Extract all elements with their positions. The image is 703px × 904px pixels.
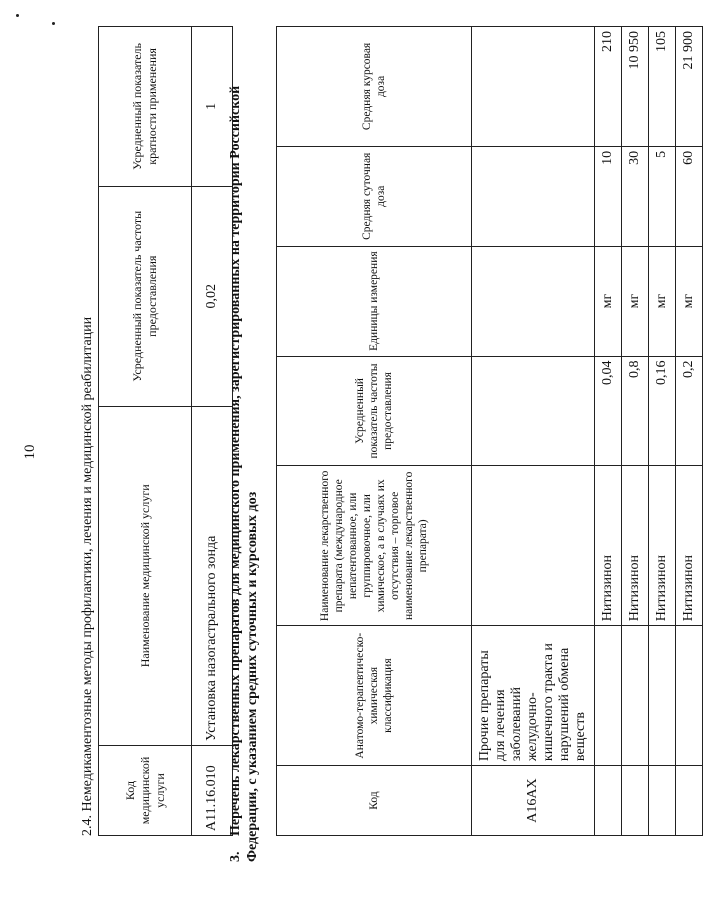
drug-daily-dose: 30 [622, 146, 649, 246]
table-row [192, 27, 233, 836]
service-multiplicity: 1 [192, 27, 233, 187]
page-number: 10 [22, 444, 38, 460]
section-3-title [228, 26, 262, 862]
drug-name: Нитизинон [676, 466, 703, 626]
drug-unit: мг [622, 246, 649, 356]
section-2-4-title: 2.4. Немедикаментозные методы профилактики, лечения и медицинской реабилитации [80, 316, 95, 836]
drug-unit: мг [595, 246, 622, 356]
header-code: Код [277, 766, 472, 836]
header-frequency: Усредненный показатель частоты предоставления [99, 186, 192, 406]
drug-frequency: 0,2 [676, 356, 703, 466]
drug-daily-dose: 5 [649, 146, 676, 246]
drug-daily-dose: 60 [676, 146, 703, 246]
drug-frequency: 0,8 [622, 356, 649, 466]
drug-name: Нитизинон [622, 466, 649, 626]
table-header-row [99, 27, 192, 836]
group-atc: Прочие препараты для лечения заболеваний желудочно-кишечного тракта и нарушений обмена веществ [472, 626, 595, 766]
header-service-name: Наименование медицинской услуги [99, 406, 192, 745]
header-course-dose: Средняя курсовая доза [277, 27, 472, 147]
header-atc: Анатомо-терапевтическо-химическая классификация [277, 626, 472, 766]
header-frequency: Усредненный показатель частоты предоставления [277, 356, 472, 466]
header-service-code: Код медицинской услуги [99, 746, 192, 836]
service-code: A11.16.010 [192, 746, 233, 836]
section-3-text: Перечень лекарственных препаратов для медицинского применения, зарегистрированных на территории Российской Федерации, с указанием средних суточных и курсовых доз [228, 85, 260, 862]
header-unit: Единицы измерения [277, 246, 472, 356]
services-table [98, 26, 233, 836]
drug-course-dose: 105 [649, 27, 676, 147]
header-multiplicity: Усредненный показатель кратности применения [99, 27, 192, 187]
empty-cell [472, 146, 595, 246]
table-row [676, 27, 703, 836]
empty-cell [472, 356, 595, 466]
section-3-number: 3. [228, 851, 243, 862]
table-row [595, 27, 622, 836]
table-header-row [277, 27, 472, 836]
table-row [622, 27, 649, 836]
drugs-table [276, 26, 703, 836]
empty-cell [472, 246, 595, 356]
empty-cell [472, 466, 595, 626]
rotated-page [16, 12, 696, 892]
drug-daily-dose: 10 [595, 146, 622, 246]
drug-name: Нитизинон [595, 466, 622, 626]
header-daily-dose: Средняя суточная доза [277, 146, 472, 246]
service-name: Установка назогастрального зонда [192, 406, 233, 745]
drug-frequency: 0,16 [649, 356, 676, 466]
drug-name: Нитизинон [649, 466, 676, 626]
group-row [472, 27, 595, 836]
group-code: A16AX [472, 766, 595, 836]
drug-course-dose: 10 950 [622, 27, 649, 147]
service-frequency: 0,02 [192, 186, 233, 406]
drug-course-dose: 210 [595, 27, 622, 147]
drug-frequency: 0,04 [595, 356, 622, 466]
header-drug-name: Наименование лекарственного препарата (международное непатентованное, или группировочное, или химическое, а в случаях их отсутствия – торговое наименование лекарственного препарата) [277, 466, 472, 626]
drug-unit: мг [676, 246, 703, 356]
drug-unit: мг [649, 246, 676, 356]
empty-cell [472, 27, 595, 147]
table-row [649, 27, 676, 836]
drug-course-dose: 21 900 [676, 27, 703, 147]
